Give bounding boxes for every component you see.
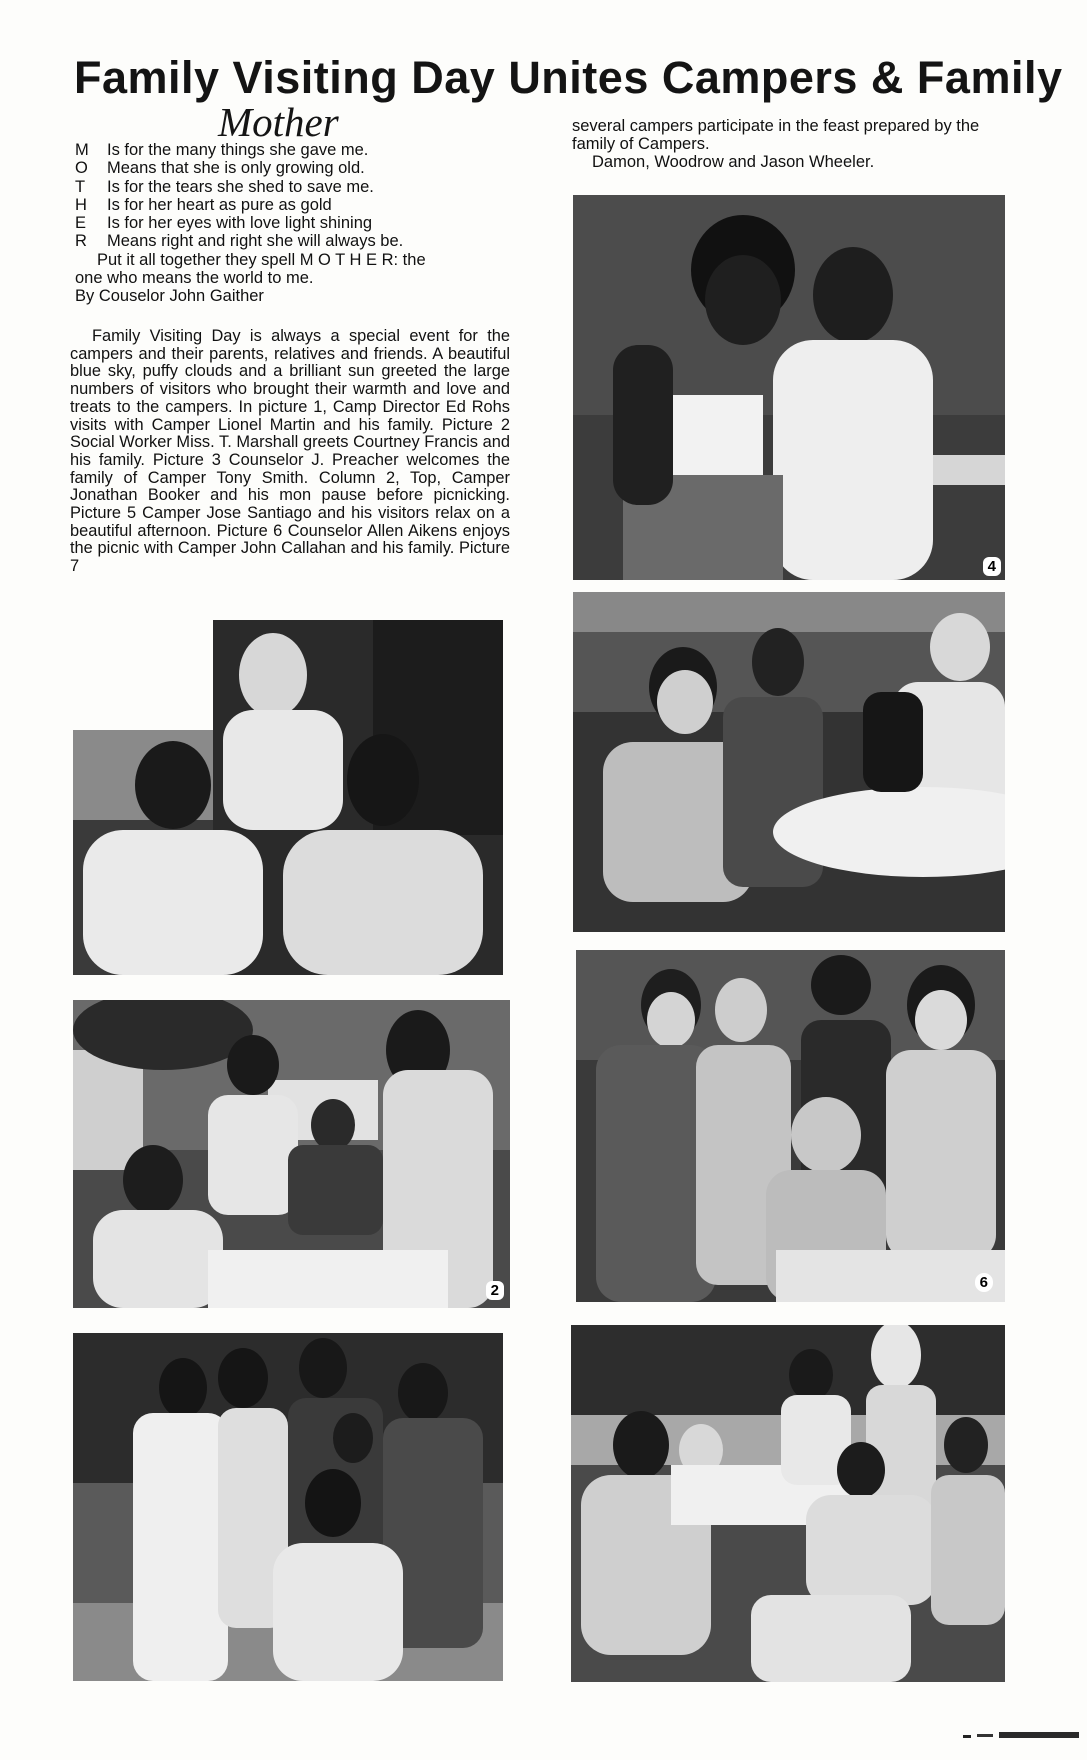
- photo-number: 6: [975, 1273, 993, 1292]
- poem-line: [75, 196, 535, 214]
- poem-line-text: Is for her eyes with love light shining: [107, 214, 373, 233]
- photo-image: [576, 950, 1005, 1302]
- photo-image: [571, 1325, 1005, 1682]
- poem-line-text: Means right and right she will always be.: [107, 232, 404, 251]
- poem-letter: E: [75, 214, 87, 233]
- photo-credit: Damon, Woodrow and Jason Wheeler.: [592, 153, 875, 172]
- photo-image: [573, 195, 1005, 580]
- photo-4: [573, 195, 1005, 580]
- poem-line: [75, 232, 535, 250]
- photo-6: [576, 950, 1005, 1302]
- poem-line-text: Is for the tears she shed to save me.: [107, 177, 374, 196]
- poem-line: [75, 141, 535, 159]
- poem-title: Mother: [218, 99, 339, 145]
- print-smudge: [963, 1730, 1083, 1740]
- poem-line-text: Is for her heart as pure as gold: [107, 195, 332, 214]
- poem-line: [75, 178, 535, 196]
- poem-byline: By Couselor John Gaither: [75, 287, 264, 306]
- poem-line-text: Is for the many things she gave me.: [107, 141, 369, 159]
- poem-letter: H: [75, 195, 87, 214]
- photo-5: [573, 592, 1005, 932]
- photo-image: [73, 620, 503, 975]
- photo-number: 4: [983, 557, 1001, 576]
- headline: Family Visiting Day Unites Campers & Family: [74, 52, 1063, 103]
- photo-image: [73, 1333, 503, 1681]
- photo-image: [573, 592, 1005, 932]
- poem-letter: T: [75, 177, 86, 196]
- photo-image: [73, 1000, 510, 1308]
- photo-3: [73, 1333, 503, 1681]
- poem-letter: R: [75, 232, 87, 251]
- article-continuation: [572, 117, 1012, 172]
- article-body: [70, 328, 510, 576]
- photo-1: [73, 620, 503, 975]
- poem-line: [75, 159, 535, 177]
- photo-7: [571, 1325, 1005, 1682]
- poem-closing: one who means the world to me.: [75, 269, 314, 288]
- poem-line-text: Means that she is only growing old.: [107, 159, 365, 178]
- poem-closing: Put it all together they spell M O T H E R: the: [97, 250, 426, 269]
- poem-letter: O: [75, 159, 88, 178]
- poem-line: [75, 214, 535, 232]
- poem-letter: M: [75, 141, 89, 159]
- article-text: Family Visiting Day is always a special event for the campers and their parents, relatives and friends. A beautiful blue sky, puffy clouds and a brilliant sun greeted the large numbers of visitors who brought their warmth and love and treats to the campers. In picture 1, Camp Director Ed Rohs visits with Camper Lionel Martin and his family. Picture 2 Social Worker Miss. T. Marshall greets Courtney Francis and his family. Picture 3 Counselor J. Preacher welcomes the family of Camper Tony Smith. Column 2, Top, Camper Jonathan Booker and his mon pause before picnicking. Picture 5 Camper Jose Santiago and his visitors relax on a beautiful afternoon. Picture 6 Counselor Allen Aikens enjoys the picnic with Camper John Callahan and his family. Picture 7: [70, 327, 510, 576]
- photo-number: 2: [486, 1281, 504, 1300]
- poem: [75, 141, 535, 306]
- photo-2: [73, 1000, 510, 1308]
- continuation-text: several campers participate in the feast prepared by the family of Campers.: [572, 117, 980, 154]
